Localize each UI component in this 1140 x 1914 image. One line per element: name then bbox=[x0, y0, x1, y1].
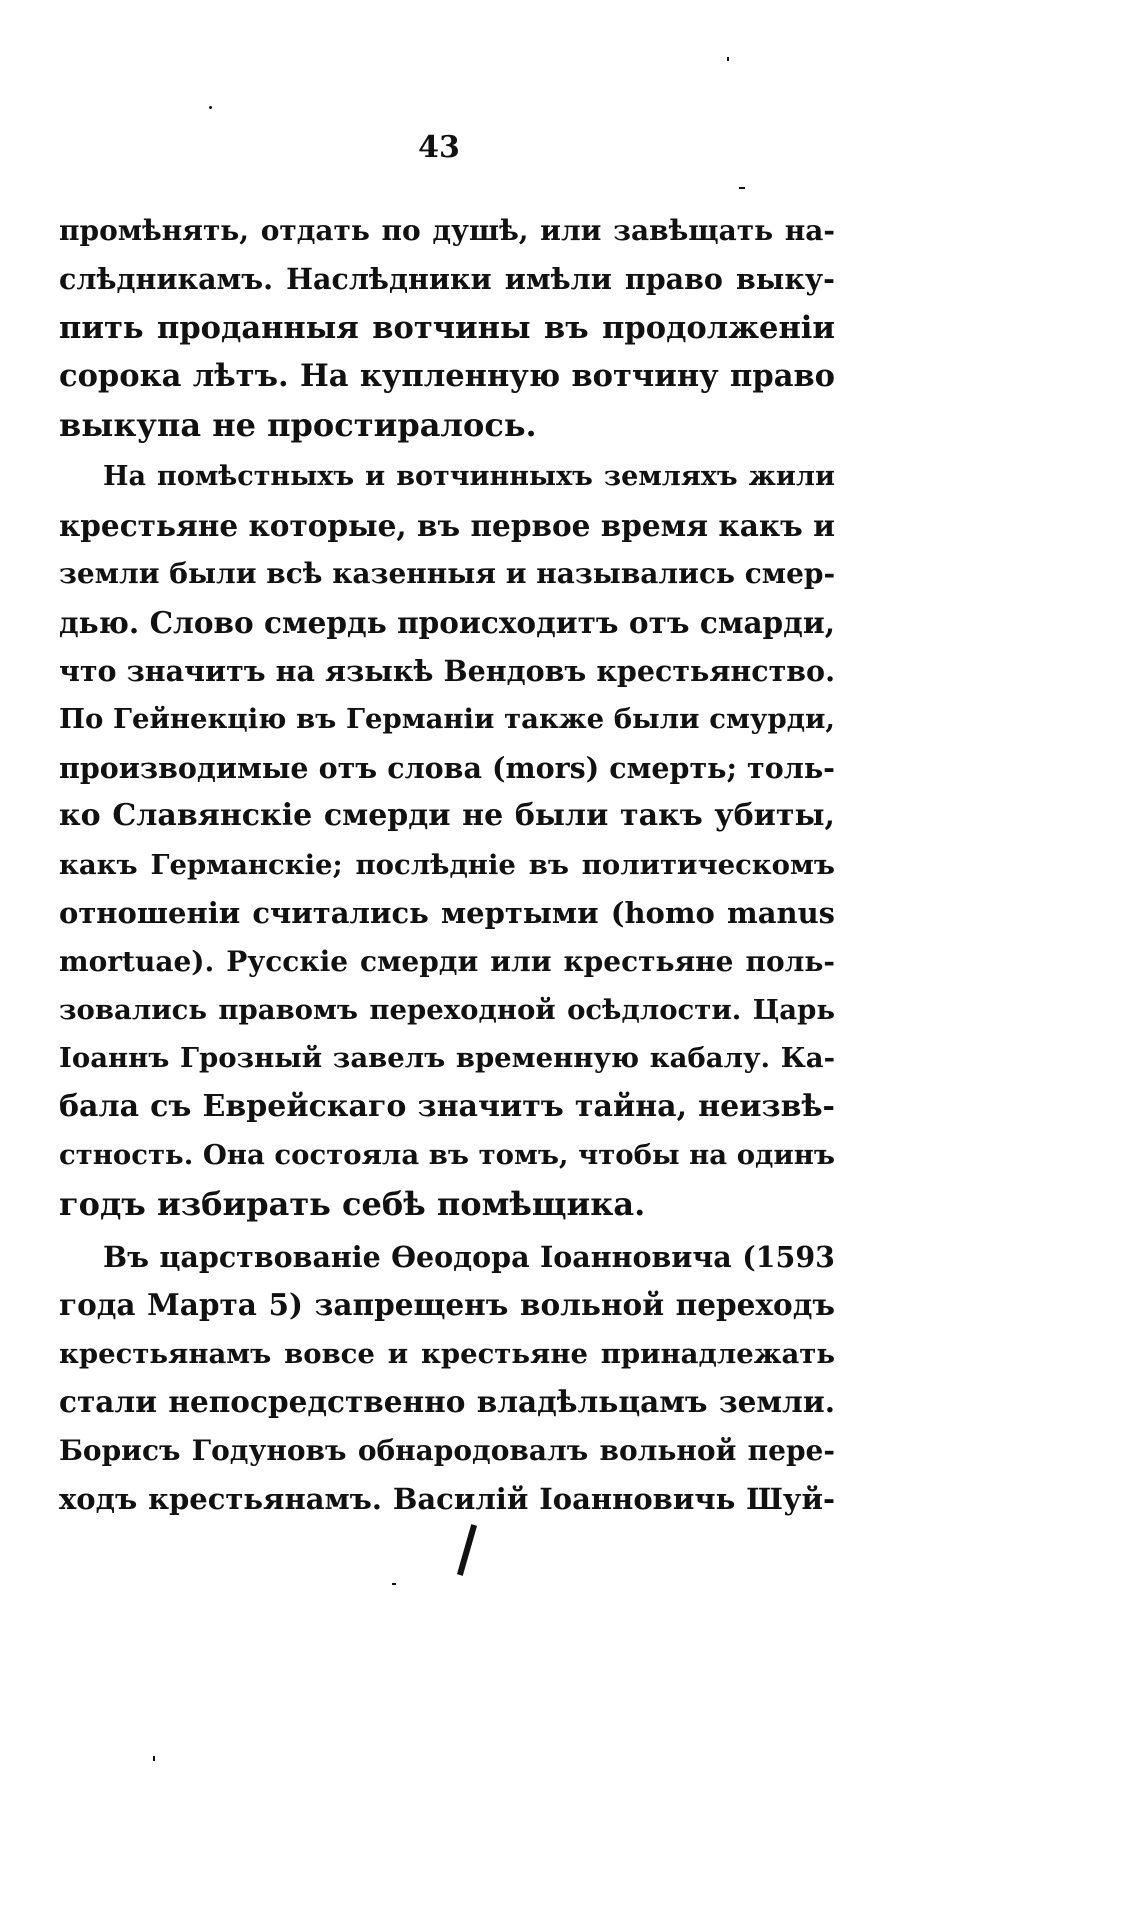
text-line: пить проданныя вотчины въ продолженiи bbox=[59, 310, 835, 346]
text-line: стали непосредственно владѣльцамъ земли. bbox=[59, 1384, 835, 1419]
text-line: Iоаннъ Грозный завелъ временную кабалу. Ка- bbox=[59, 1042, 835, 1074]
text-line: какъ Германскiе; послѣднiе въ политическомъ bbox=[59, 849, 835, 881]
text-line: mortuae). Русскiе смерди или крестьяне поль- bbox=[59, 945, 835, 978]
text-line: года Марта 5) запрещенъ вольной переходъ bbox=[59, 1287, 835, 1322]
text-line: слѣдникамъ. Наслѣдники имѣли право выку- bbox=[59, 262, 835, 296]
text-line: крестьяне которые, въ первое время какъ и bbox=[59, 508, 835, 543]
text-line: бала съ Еврейскаго значитъ тайна, неизвѣ- bbox=[59, 1089, 835, 1124]
text-line: выкупа не простиралось. bbox=[59, 406, 537, 444]
ink-dot bbox=[727, 57, 729, 61]
text-line: промѣнять, отдать по душѣ, или завѣщать на- bbox=[59, 214, 835, 247]
text-line: дью. Слово смердь происходитъ отъ смарди, bbox=[59, 605, 835, 640]
text-line: что значитъ на языкѣ Вендовъ крестьянство. bbox=[59, 654, 835, 688]
text-line: сорока лѣтъ. На купленную вотчину право bbox=[59, 358, 835, 394]
ink-dot bbox=[209, 106, 212, 109]
text-line: годъ избирать себѣ помѣщика. bbox=[59, 1185, 646, 1223]
text-line: производимые отъ слова (mors) смерть; толь- bbox=[59, 751, 835, 785]
ink-dot bbox=[739, 187, 745, 189]
text-line: На помѣстныхъ и вотчинныхъ земляхъ жили bbox=[103, 461, 835, 492]
text-line: ко Славянскiе смерди не были такъ убиты, bbox=[59, 798, 835, 833]
text-line: земли были всѣ казенныя и назывались смер- bbox=[59, 557, 835, 590]
ink-mark bbox=[457, 1524, 477, 1576]
ink-dot bbox=[153, 1756, 155, 1761]
text-line: Въ царствованiе Ѳеодора Iоанновича (1593 bbox=[103, 1240, 835, 1274]
text-line: крестьянамъ вовсе и крестьяне принадлежать bbox=[59, 1338, 835, 1370]
text-line: ходъ крестьянамъ. Василiй Iоанновичь Шуй- bbox=[59, 1482, 835, 1516]
ink-dot bbox=[392, 1583, 396, 1585]
text-line: По Гейнекцiю въ Германiи также были смурди, bbox=[59, 703, 835, 735]
text-line: отношенiи считались мертыми (homo manus bbox=[59, 896, 835, 930]
page-number: 43 bbox=[418, 130, 460, 165]
text-line: зовались правомъ переходной осѣдлости. Царь bbox=[59, 994, 835, 1026]
text-line: стность. Она состояла въ томъ, чтобы на одинъ bbox=[59, 1139, 835, 1171]
text-line: Борисъ Годуновъ обнародовалъ вольной пере- bbox=[59, 1434, 835, 1467]
